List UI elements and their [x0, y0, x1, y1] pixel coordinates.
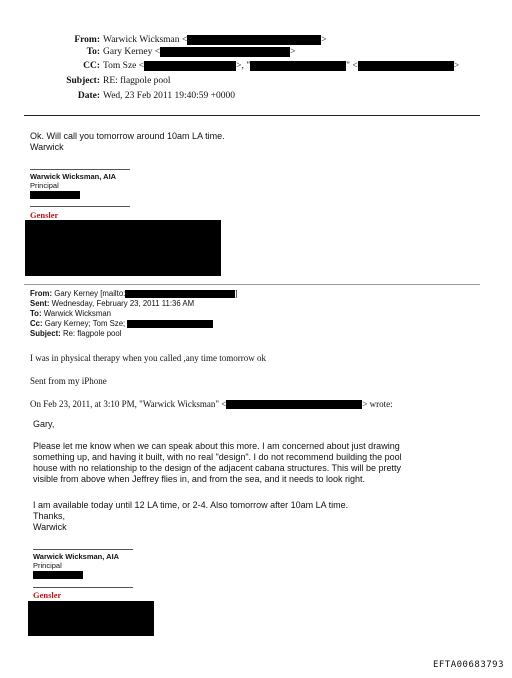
- subject-label: Subject:: [66, 76, 100, 86]
- signature-name: Warwick Wicksman, AIA: [33, 552, 120, 561]
- header-date-row: [0, 89, 512, 103]
- signature-name: Warwick Wicksman, AIA: [30, 172, 117, 181]
- quoted-on-line: On Feb 23, 2011, at 3:10 PM, "Warwick Wicksman" < > wrote:: [30, 399, 393, 409]
- redaction-box: [28, 601, 154, 636]
- from-label: From:: [74, 35, 100, 45]
- redaction-box: [144, 61, 236, 71]
- quote-divider: [24, 284, 480, 285]
- company-logo: Gensler: [33, 590, 62, 600]
- signature-divider: [30, 206, 130, 207]
- cc-label: CC:: [83, 61, 100, 71]
- to-label: To:: [86, 47, 100, 57]
- header-to-row: [0, 45, 512, 59]
- quoted-to-row: To: Warwick Wicksman: [30, 309, 112, 318]
- date-label: Date:: [77, 91, 100, 101]
- redaction-box: [33, 571, 83, 579]
- signature-divider: [30, 169, 130, 170]
- quoted-sent-row: Sent: Wednesday, February 23, 2011 11:36 AM: [30, 299, 195, 308]
- redaction-box: [187, 35, 321, 45]
- reply-line-1: Ok. Will call you tomorrow around 10am LA time.: [30, 131, 225, 141]
- redaction-box: [30, 191, 80, 199]
- quoted-paragraph-2: I am available today until 12 LA time, or 2-4. Also tomorrow after 10am LA time. Thanks, Warwick: [33, 500, 349, 532]
- from-value: Warwick Wicksman < >: [103, 35, 327, 45]
- signature-divider: [33, 549, 133, 550]
- reply-body: [30, 131, 225, 153]
- company-logo: Gensler: [30, 210, 59, 220]
- redaction-box: [125, 290, 235, 298]
- quoted-body-1: I was in physical therapy when you called ,any time tomorrow ok: [30, 353, 266, 363]
- quoted-body-2: Sent from my iPhone: [30, 376, 107, 386]
- redaction-box: [226, 400, 362, 409]
- quoted-cc-row: Cc: Gary Kerney; Tom Sze;: [30, 319, 238, 329]
- to-value: Gary Kerney < >: [103, 47, 296, 57]
- document-id: EFTA00683793: [432, 660, 504, 670]
- quoted-paragraph-1: Please let me know when we can speak about this more. I am concerned about just drawing something up, and having it built, with no real "design". I do not recommend building the pool house with no relationship to the design of the adjacent cabana structures. This will be pretty visible from above when Jeffrey flies in, and from the sea, and it needs to look right.: [33, 441, 402, 484]
- signature-title: Principal: [33, 561, 62, 570]
- header-subject-row: [0, 74, 512, 88]
- signature-divider: [33, 587, 133, 588]
- subject-value: RE: flagpole pool: [103, 76, 171, 86]
- signature-title: Principal: [30, 181, 59, 190]
- redaction-box: [25, 220, 221, 276]
- cc-value: Tom Sze < >, " " < >: [103, 61, 460, 71]
- redaction-box: [127, 320, 213, 328]
- header-divider: [24, 115, 480, 116]
- redaction-box: [250, 61, 346, 71]
- reply-line-2: Warwick: [30, 142, 64, 152]
- header-cc-row: [0, 59, 512, 73]
- quoted-header: [30, 289, 238, 339]
- redaction-box: [358, 61, 454, 71]
- date-value: Wed, 23 Feb 2011 19:40:59 +0000: [103, 91, 235, 101]
- quoted-greeting: Gary,: [33, 419, 55, 429]
- quoted-subject-row: Subject: Re: flagpole pool: [30, 329, 122, 338]
- quoted-from-row: From: Gary Kerney [mailto: ]: [30, 289, 238, 298]
- redaction-box: [160, 47, 290, 57]
